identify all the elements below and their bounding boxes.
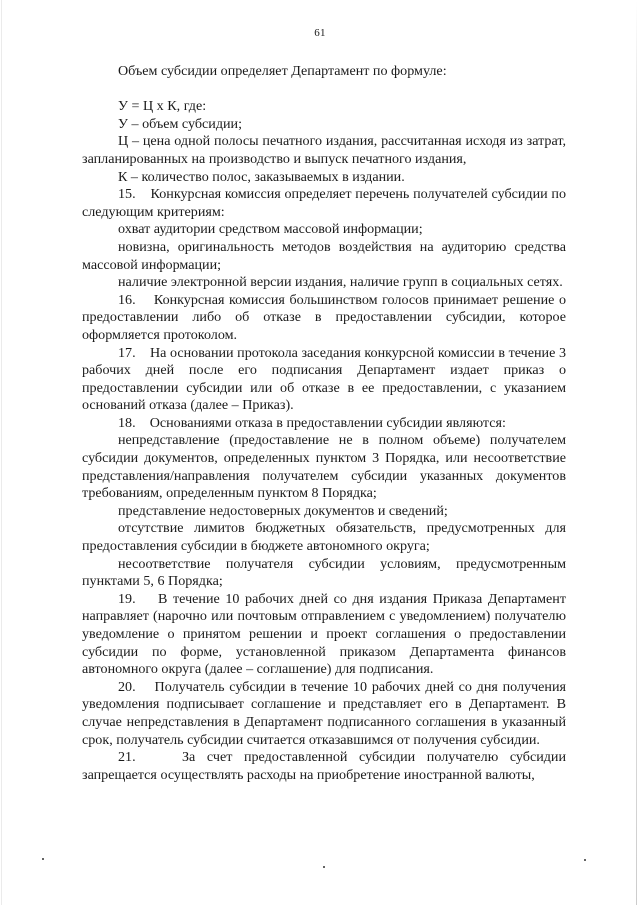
scan-speck bbox=[584, 859, 586, 861]
refusal-reason-limits: отсутствие лимитов бюджетных обязательств, предусмотренных для предоставления субсидии в бюджете автономного округа; bbox=[82, 520, 566, 555]
document-body bbox=[82, 63, 566, 784]
definition-u: У – объем субсидии; bbox=[118, 115, 242, 132]
refusal-reason-documents: непредставление (предоставление не в полном объеме) получателем субсидии документов, определенных пунктом 3 Порядка, или несоответствие представления/направления получателем субсидии указанных документов требованиям, определенным пунктом 8 Порядка; bbox=[82, 432, 566, 502]
paragraph-17: 17. На основании протокола заседания конкурсной комиссии в течение 3 рабочих дней после его подписания Департамент издает приказ о предоставлении субсидии или об отказе в ее предоставлении, с указанием оснований отказа (далее – Приказ). bbox=[82, 344, 566, 414]
scan-speck bbox=[42, 858, 44, 860]
formula: У = Ц х К, где: bbox=[118, 98, 207, 115]
paragraph-15: 15. Конкурсная комиссия определяет перечень получателей субсидии по следующим критериям: bbox=[82, 186, 566, 220]
formula-intro: Объем субсидии определяет Департамент по формуле: bbox=[118, 63, 447, 79]
refusal-reason-conditions: несоответствие получателя субсидии условиям, предусмотренным пунктами 5, 6 Порядка; bbox=[82, 555, 566, 590]
criterion-online: наличие электронной версии издания, наличие групп в социальных сетях. bbox=[118, 274, 563, 291]
paragraph-19: 19. В течение 10 рабочих дней со дня издания Приказа Департамент направляет (нарочно или почтовым отправлением с уведомлением) получателю уведомление о принятом решении и проект соглашения о предоставлении субсидии по форме, установленной приказом Департамента финансов автономного округа (далее – соглашение) для подписания. bbox=[82, 590, 566, 678]
refusal-reason-false-info: представление недостоверных документов и сведений; bbox=[118, 502, 448, 519]
page-number: 61 bbox=[314, 27, 326, 39]
paragraph-21: 21. За счет предоставленной субсидии получателю субсидии запрещается осуществлять расходы на приобретение иностранной валюты, bbox=[82, 749, 566, 783]
paragraph-16: 16. Конкурсная комиссия большинством голосов принимает решение о предоставлении либо об отказе в предоставлении субсидии, которое оформляется протоколом. bbox=[82, 291, 566, 343]
criterion-novelty: новизна, оригинальность методов воздействия на аудиторию средства массовой информации; bbox=[82, 238, 566, 273]
scan-speck bbox=[323, 866, 325, 868]
definition-k: К – количество полос, заказываемых в издании. bbox=[118, 168, 405, 185]
criterion-audience: охват аудитории средством массовой информации; bbox=[118, 221, 423, 238]
paragraph-20: 20. Получатель субсидии в течение 10 рабочих дней со дня получения уведомления подписывает соглашение и представляет его в Департамент. В случае непредставления в Департамент подписанного соглашения в указанный срок, получатель субсидии считается отказавшимся от получения субсидии. bbox=[82, 678, 566, 748]
paragraph-18: 18. Основаниями отказа в предоставлении субсидии являются: bbox=[118, 414, 506, 431]
scan-right-edge bbox=[636, 0, 637, 905]
definition-c: Ц – цена одной полосы печатного издания, рассчитанная исходя из затрат, запланированных на производство и выпуск печатного издания, bbox=[82, 133, 566, 167]
scan-left-edge bbox=[1, 0, 2, 905]
